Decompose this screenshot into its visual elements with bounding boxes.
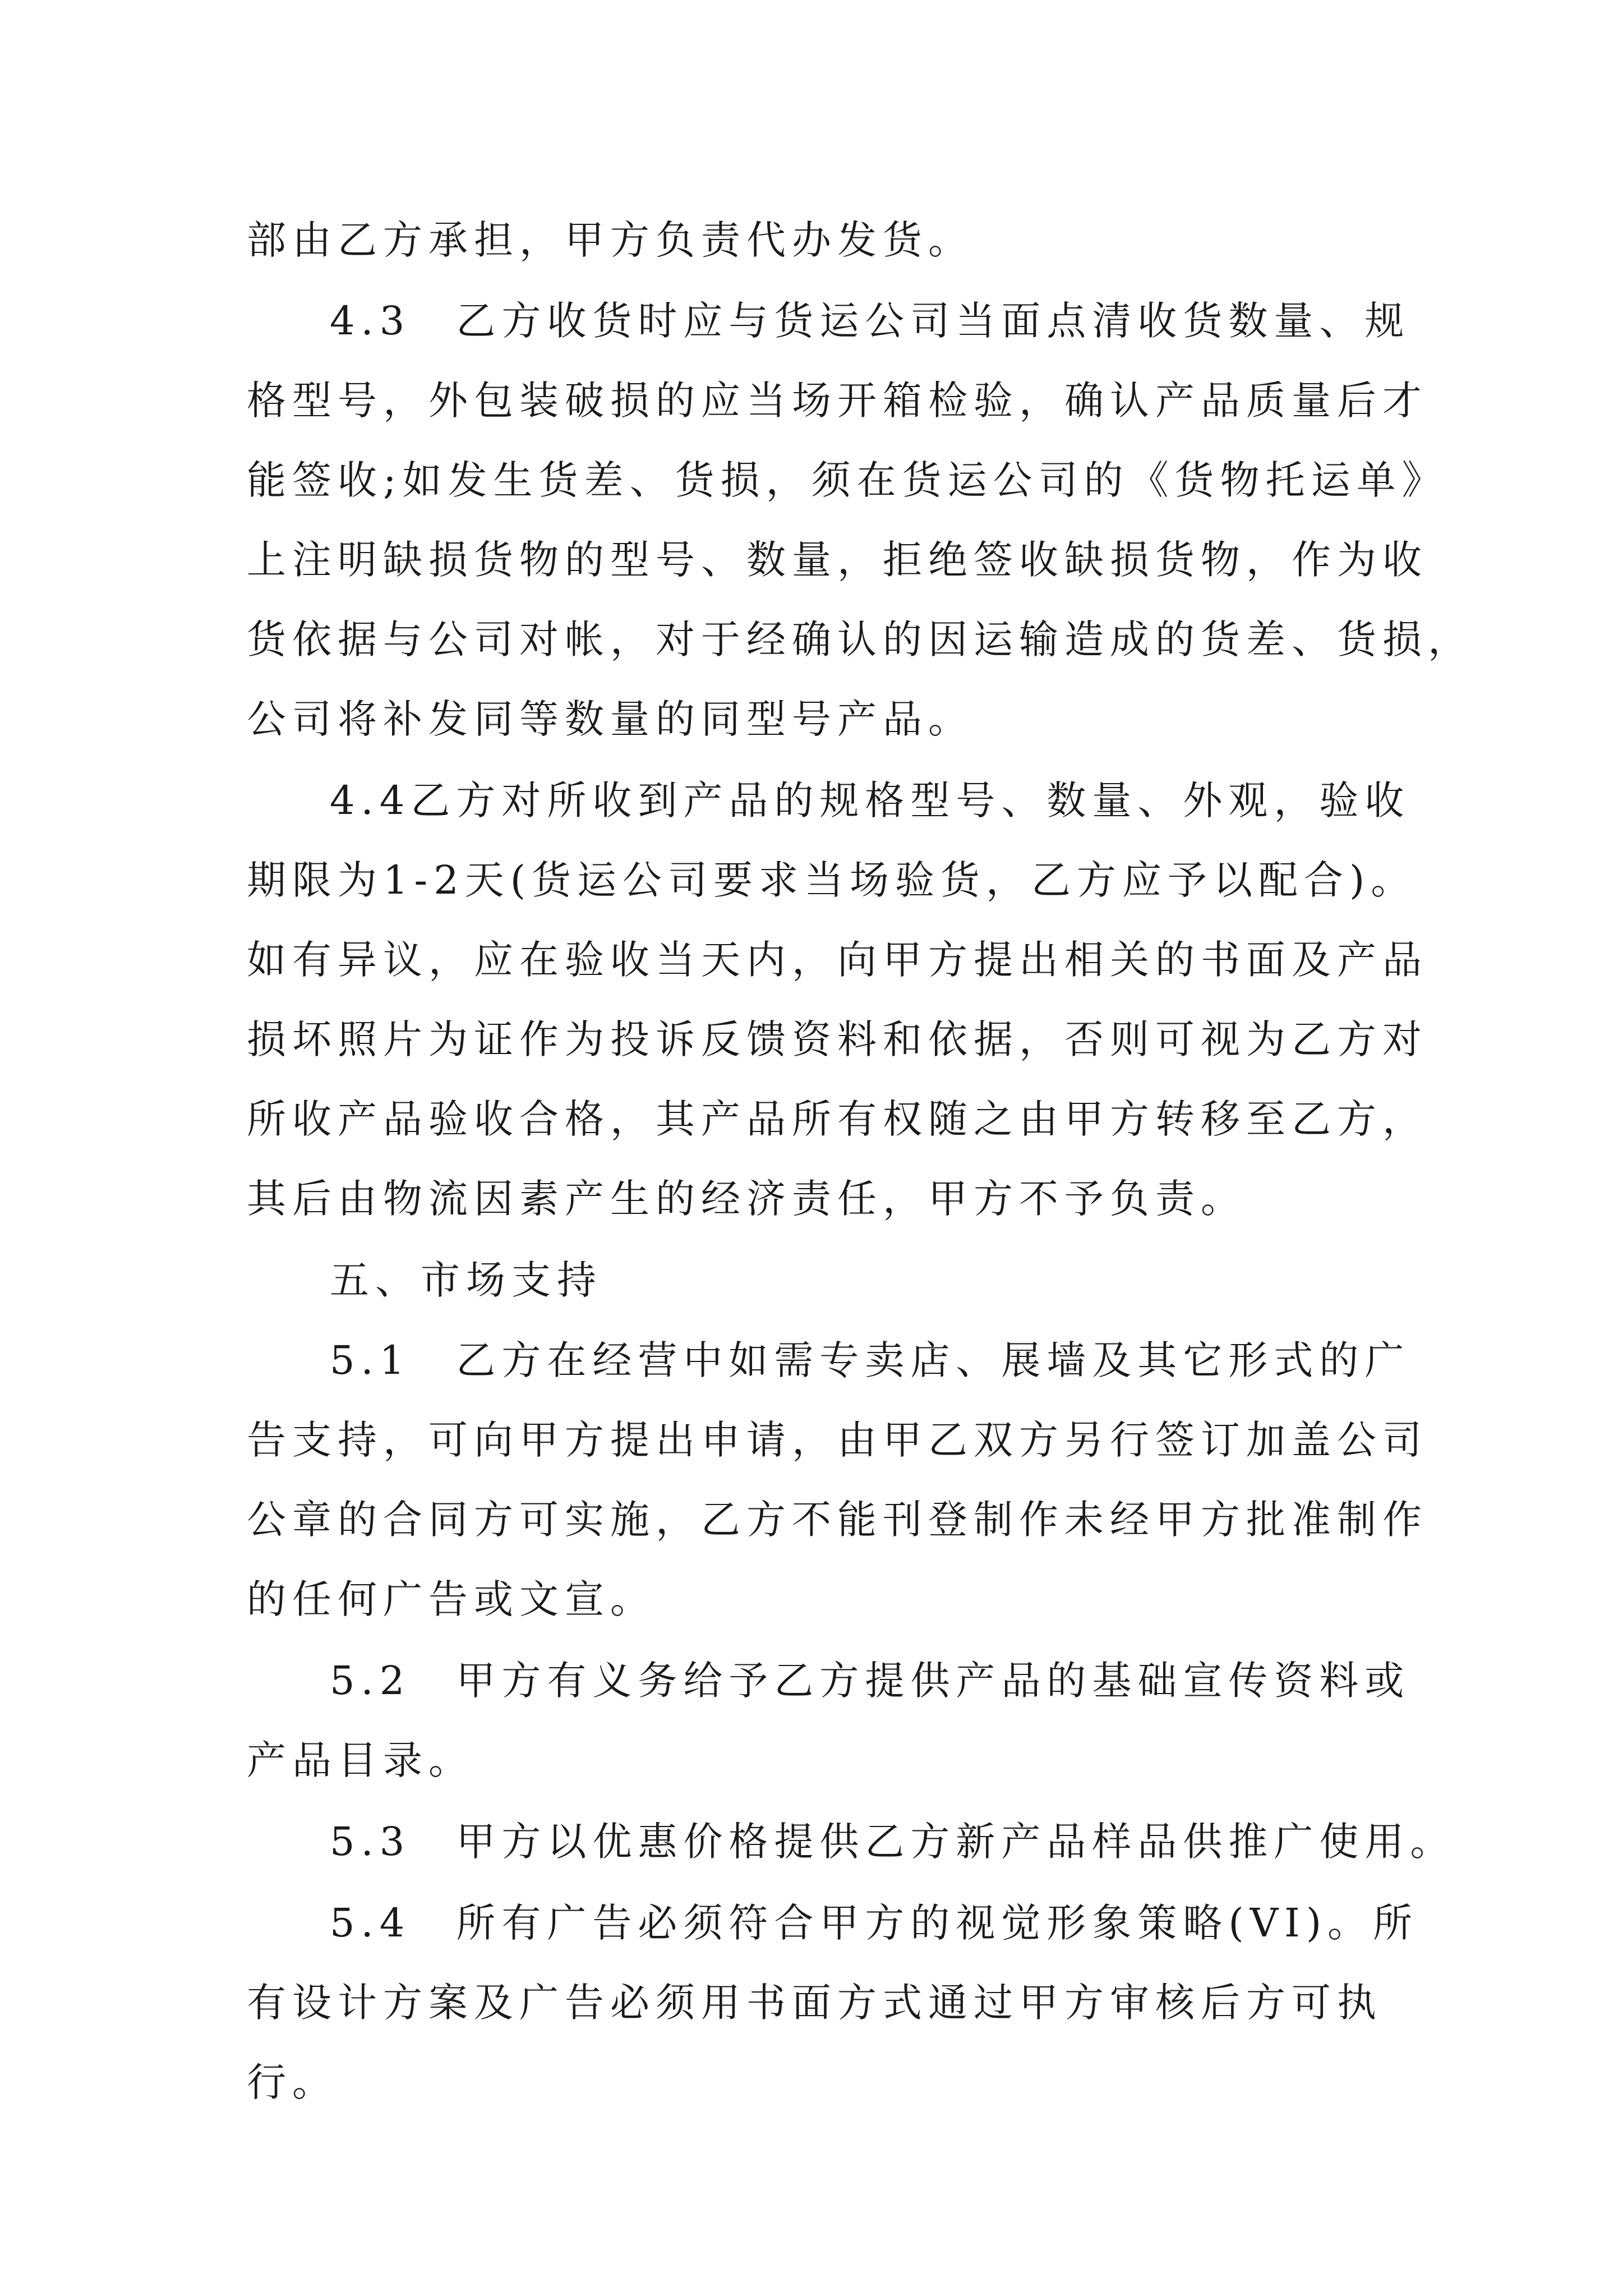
text-line: 4.3 乙方收货时应与货运公司当面点清收货数量、规: [330, 298, 1410, 344]
text-line: 5.1 乙方在经营中如需专卖店、展墙及其它形式的广: [330, 1337, 1410, 1383]
text-line: 5.4 所有广告必须符合甲方的视觉形象策略(VI)。所: [330, 1900, 1419, 1946]
text-line: 有设计方案及广告必须用书面方式通过甲方审核后方可执: [247, 1980, 1382, 2026]
document-page: [247, 0, 1473, 2296]
text-line: 4.4乙方对所收到产品的规格型号、数量、外观，验收: [330, 777, 1410, 823]
text-line: 货依据与公司对帐，对于经确认的因运输造成的货差、货损，: [247, 616, 1473, 662]
text-line: 5.2 甲方有义务给予乙方提供产品的基础宣传资料或: [330, 1658, 1410, 1704]
text-line: 公章的合同方可实施，乙方不能刊登制作未经甲方批准制作: [247, 1497, 1428, 1543]
text-line: 能签收;如发生货差、货损，须在货运公司的《货物托运单》: [247, 457, 1447, 503]
text-line: 5.3 甲方以优惠价格提供乙方新产品样品供推广使用。: [330, 1819, 1456, 1865]
text-line: 产品目录。: [247, 1737, 474, 1783]
text-line: 其后由物流因素产生的经济责任，甲方不予负责。: [247, 1176, 1246, 1222]
text-line: 期限为1-2天(货运公司要求当场验货，乙方应予以配合)。: [247, 857, 1417, 903]
text-line: 格型号，外包装破损的应当场开箱检验，确认产品质量后才: [247, 378, 1428, 424]
text-line: 告支持，可向甲方提出申请，由甲乙双方另行签订加盖公司: [247, 1417, 1428, 1463]
text-line: 上注明缺损货物的型号、数量，拒绝签收缺损货物，作为收: [247, 537, 1428, 583]
text-line: 的任何广告或文宣。: [247, 1576, 656, 1622]
text-line: 部由乙方承担，甲方负责代办发货。: [247, 217, 974, 263]
text-line: 如有异议，应在验收当天内，向甲方提出相关的书面及产品: [247, 937, 1428, 983]
text-line: 损坏照片为证作为投诉反馈资料和依据，否则可视为乙方对: [247, 1016, 1428, 1062]
text-line: 公司将补发同等数量的同型号产品。: [247, 696, 974, 742]
section-heading: 五、市场支持: [330, 1257, 602, 1303]
text-line: 行。: [247, 2059, 338, 2105]
text-line: 所收产品验收合格，其产品所有权随之由甲方转移至乙方，: [247, 1096, 1428, 1142]
